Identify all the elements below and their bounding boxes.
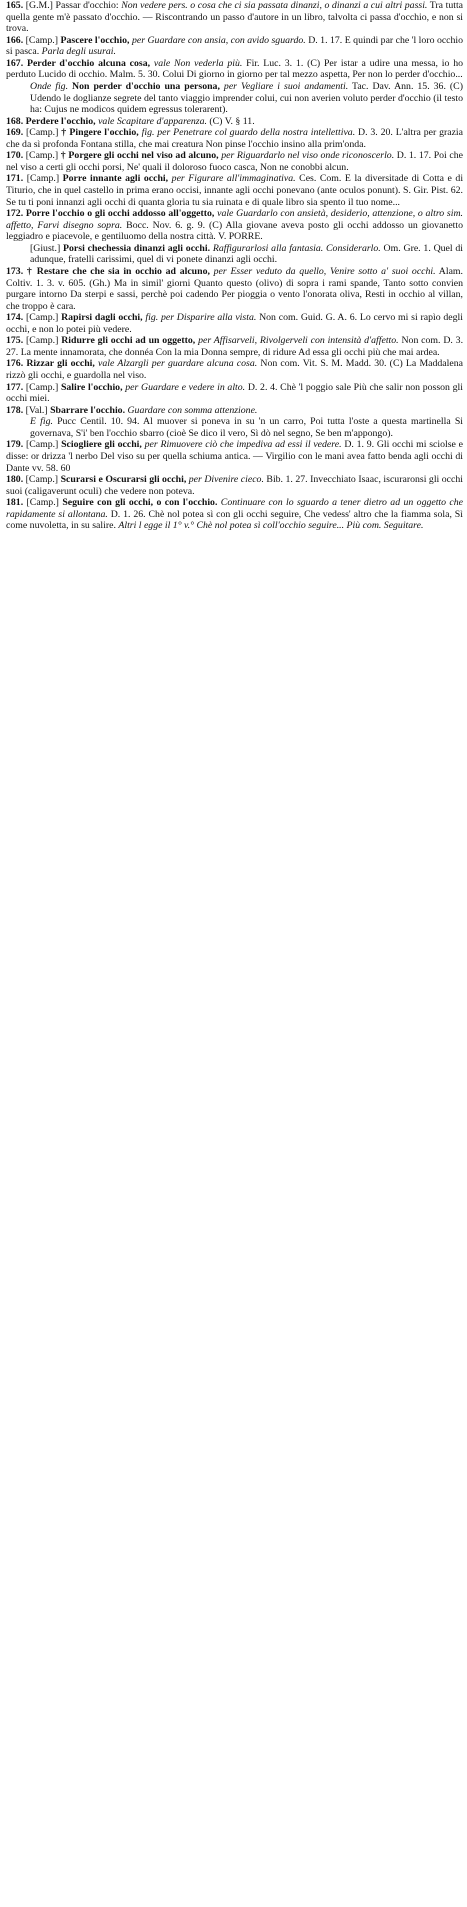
entry-167-fig <box>6 81 463 116</box>
entry-170 <box>6 150 463 173</box>
entry-number: 173. <box>6 265 24 277</box>
gloss: per Esser veduto da quello, Venire sotto a' suoi occhi. <box>213 265 436 277</box>
headword: Perder d'occhio alcuna cosa, <box>26 57 151 69</box>
entry-number: 175. <box>6 335 24 347</box>
entry-number: 166. <box>6 34 24 46</box>
source-tag: [Camp.] <box>26 335 59 347</box>
source-tag: [Camp.] <box>25 474 59 486</box>
gloss: Continuare con lo sguardo a tener dietro ad un oggetto che rapidamente si allontana. <box>6 497 464 520</box>
example-text: Tra tutta quella gente m'è passato d'occhio. — Riscontrando un passo d'autore in un libro, talvolta ci passa d'occhio, e non si trova. <box>6 0 464 35</box>
entry-number: 165. <box>6 0 24 11</box>
example-text: D. 2. 4. Chè 'l poggio sale Più che salir non posson gli occhi miei. <box>6 381 463 405</box>
headword: Porre innante agli occhi, <box>62 173 169 185</box>
gloss: fig. per Disparire alla vista. <box>145 312 257 324</box>
example-text: Alam. Coltiv. 1. 3. v. 605. (Gh.) Ma in simil' giorni Quanto questo (olivo) di sopra i rami spande, Tanto sotto convien purgare intorno Da sterpi e sassi, perchè poi cadendo Per pioggia o vento l'onorata oliva, Resti in occhio al villan, che troppo è cara. <box>6 265 463 312</box>
example-text: D. 1. 26. Chè nol potea sì con gli occhi seguire, Che vedess' altro che la fiamma sola, Sì come nuvoletta, in su salire. <box>6 508 463 532</box>
sub-lead: E fig. <box>30 416 53 428</box>
entry-175 <box>6 335 463 358</box>
source-tag: [Camp.] <box>25 439 59 451</box>
entry-number: 168. <box>6 115 24 127</box>
entry-169 <box>6 127 463 150</box>
entry-number: 180. <box>6 474 24 486</box>
entry-173 <box>6 266 463 312</box>
gloss: per Divenire cieco. <box>188 474 264 486</box>
gloss: vale Alzargli per guardare alcuna cosa. <box>98 358 258 370</box>
gloss: Raffigurarlosi alla fantasia. Considerarlo. <box>212 242 381 254</box>
entry-178 <box>6 405 463 417</box>
headword: † Porgere gli occhi nel viso ad alcuno, <box>60 150 219 162</box>
headword: Pascere l'occhio, <box>60 34 130 46</box>
gloss: vale Guardarlo con ansietà, desiderio, attenzione, o altro sim. affetto, Farvi disegno sopra. <box>6 208 463 231</box>
gloss: fig. per Penetrare col guardo della nostra intellettiva. <box>141 127 356 139</box>
source-tag: [Camp.] <box>25 312 59 324</box>
example-text: Fir. Luc. 3. 1. (C) Per istar a udire una messa, io ho perduto Lucido di occhio. Malm. 5. 30. Colui Di giorno in giorno per tal mezzo aspetta, Per non lo perder d'occhio... <box>6 57 463 81</box>
entry-number: 179. <box>6 439 24 451</box>
headword: † Pingere l'occhio, <box>61 127 139 139</box>
entry-167 <box>6 58 463 81</box>
example-text: D. 1. 9. Gli occhi mi sciolse e disse: or drizza 'l nerbo Del viso su per quella schiuma antica. — Virgilio con le mani avea fatto benda agli occhi di Dante vv. 58. 60 <box>6 439 464 474</box>
note: Altri l egge il 1° v.° Chè nol potea sì coll'occhio seguire... Più com. Seguitare. <box>118 520 424 532</box>
gloss: per Guardare e vedere in alto. <box>125 381 246 393</box>
entry-172-giust <box>6 243 463 266</box>
headword: Passar d'occhio: <box>55 0 119 11</box>
sub-lead: Onde fig. <box>30 80 69 92</box>
entry-number: 176. <box>6 358 24 370</box>
headword: Porsi chechessia dinanzi agli occhi. <box>63 242 211 254</box>
entry-181 <box>6 497 463 532</box>
gloss: per Vegliare i suoi andamenti. <box>223 80 349 92</box>
gloss: per Guardare con ansia, con avido sguardo. <box>131 34 306 46</box>
headword: Seguire con gli occhi, o con l'occhio. <box>62 497 218 509</box>
example-text: (C) V. § 11. <box>209 115 255 127</box>
entry-177 <box>6 382 463 405</box>
entry-174 <box>6 312 463 335</box>
gloss: Guardare con somma attenzione. <box>127 404 258 416</box>
example-text: Non com. Vit. S. M. Madd. 30. (C) La Maddalena rizzò gli occhi, e guardolla nel viso. <box>6 358 463 381</box>
entry-number: 167. <box>6 57 24 69</box>
example-text: Ces. Com. E la diversitade di Cotta e di Titurio, che in quel castello in prima erano occisi, innante agli occhi ponevano (ante oculos ponunt). S. Gir. Pist. 62. Se tu ti poni innanzi agli occhi di quanta gloria tu sia ruinata e di quale libro sia spento il tuo nome... <box>6 173 464 208</box>
example-text: Non com. D. 3. 27. La mente innamorata, che donnéa Con la mia Donna sempre, di ridure Ad essa gli occhi più che mai ardea. <box>6 335 464 358</box>
gloss: per Affisarveli, Rivolgerveli con intensità d'affetto. <box>198 335 399 347</box>
gloss: Non vedere pers. o cosa che ci sia passata dinanzi, o dinanzi a cui altri passi. <box>121 0 428 11</box>
headword: Non perder d'occhio una persona, <box>72 80 220 92</box>
entry-number: 178. <box>6 404 24 416</box>
entry-179 <box>6 439 463 474</box>
example-text: Non com. Guid. G. A. 6. Lo cervo mi si rapìo degli occhi, e non lo potei più vedere. <box>6 312 463 335</box>
headword: Perdere l'occhio, <box>25 115 96 127</box>
entry-168 <box>6 116 463 128</box>
gloss: vale Scapitare d'apparenza. <box>98 115 207 127</box>
headword: Sciogliere gli occhi, <box>61 439 142 451</box>
source-tag: [Camp.] <box>26 173 60 185</box>
note: Parla degli usurai. <box>41 46 116 58</box>
entry-number: 169. <box>6 127 24 139</box>
source-tag: [Camp.] <box>26 497 59 509</box>
example-text: Bib. 1. 27. Invecchiato Isaac, iscuraronsi gli occhi suoi (caligaverunt oculi) che vedere non poteva. <box>6 474 463 497</box>
example-text: D. 1. 17. Poi che nel viso a certi gli occhi porsi, Ne' quali il doloroso fuoco casca, Non ne conobbi alcun. <box>6 150 463 173</box>
entry-number: 181. <box>6 497 24 509</box>
headword: Sbarrare l'occhio. <box>50 404 126 416</box>
gloss: per Rimuovere ciò che impediva ad essi il vedere. <box>144 439 342 451</box>
entry-number: 171. <box>6 173 24 185</box>
entry-number: 170. <box>6 150 24 162</box>
gloss: per Riguardarlo nel viso onde riconoscerlo. <box>221 150 395 162</box>
gloss: vale Non vederla più. <box>153 57 243 69</box>
entry-165 <box>6 0 463 35</box>
headword: Rapirsi dagli occhi, <box>61 312 143 324</box>
entry-176 <box>6 358 463 381</box>
source-tag: [G.M.] <box>25 0 53 11</box>
headword: Salire l'occhio, <box>60 381 123 393</box>
source-tag: [Camp.] <box>25 381 59 393</box>
example-text: Bocc. Nov. 6. g. 9. (C) Alla giovane aveva posto gli occhi addosso un giovanetto leggiadro e piacevole, e gentiluomo della nostra città. V. PORRE. <box>6 219 464 243</box>
example-text: Om. Gre. 1. Quel di adunque, fratelli carissimi, quel di vi ponete dinanzi agli occhi. <box>30 242 464 266</box>
source-tag: [Camp.] <box>25 150 59 162</box>
headword: Ridurre gli occhi ad un oggetto, <box>61 335 196 347</box>
source-tag: [Camp.] <box>26 127 59 139</box>
source-tag: [Camp.] <box>25 34 59 46</box>
gloss: per Figurare all'immaginativa. <box>171 173 296 185</box>
entry-178-fig <box>6 416 463 439</box>
entry-180 <box>6 474 463 497</box>
source-tag: [Val.] <box>25 404 48 416</box>
entry-171 <box>6 173 463 208</box>
entry-number: 174. <box>6 312 24 324</box>
sub-lead: [Giust.] <box>30 242 61 254</box>
example-text: D. 3. 20. L'altra per grazia che da sì profonda Fontana stilla, che mai creatura Non pinse l'occhio insino alla prim'onda. <box>6 127 463 150</box>
entry-166 <box>6 35 463 58</box>
headword: Porre l'occhio o gli occhi addosso all'oggetto, <box>25 208 215 220</box>
example-text: Tac. Dav. Ann. 15. 36. (C) Udendo le doglianze segrete del tanto viaggio imprender colui, cui non averien voluto perder d'occhio (il testo ha: Cujus ne modicos quidem egressus tolerarent). <box>30 80 463 116</box>
entry-172 <box>6 208 463 243</box>
entry-number: 172. <box>6 208 24 220</box>
example-text: Pucc Centil. 10. 94. Al muover si poneva in su 'n un carro, Poi tutta l'oste a questa martinella Si governava, S'i' ben l'occhio sbarro (cioè Se dico il vero, Sì dò nel segno, Se ben m'appongo). <box>30 416 463 439</box>
example-text: D. 1. 17. E quindi par che 'l loro occhio si pasca. <box>6 34 464 58</box>
headword: Scurarsi e Oscurarsi gli occhi, <box>60 474 187 486</box>
headword: Rizzar gli occhi, <box>26 358 95 370</box>
entry-number: 177. <box>6 381 24 393</box>
headword: † Restare che che sia in occhio ad alcuno, <box>26 265 210 277</box>
